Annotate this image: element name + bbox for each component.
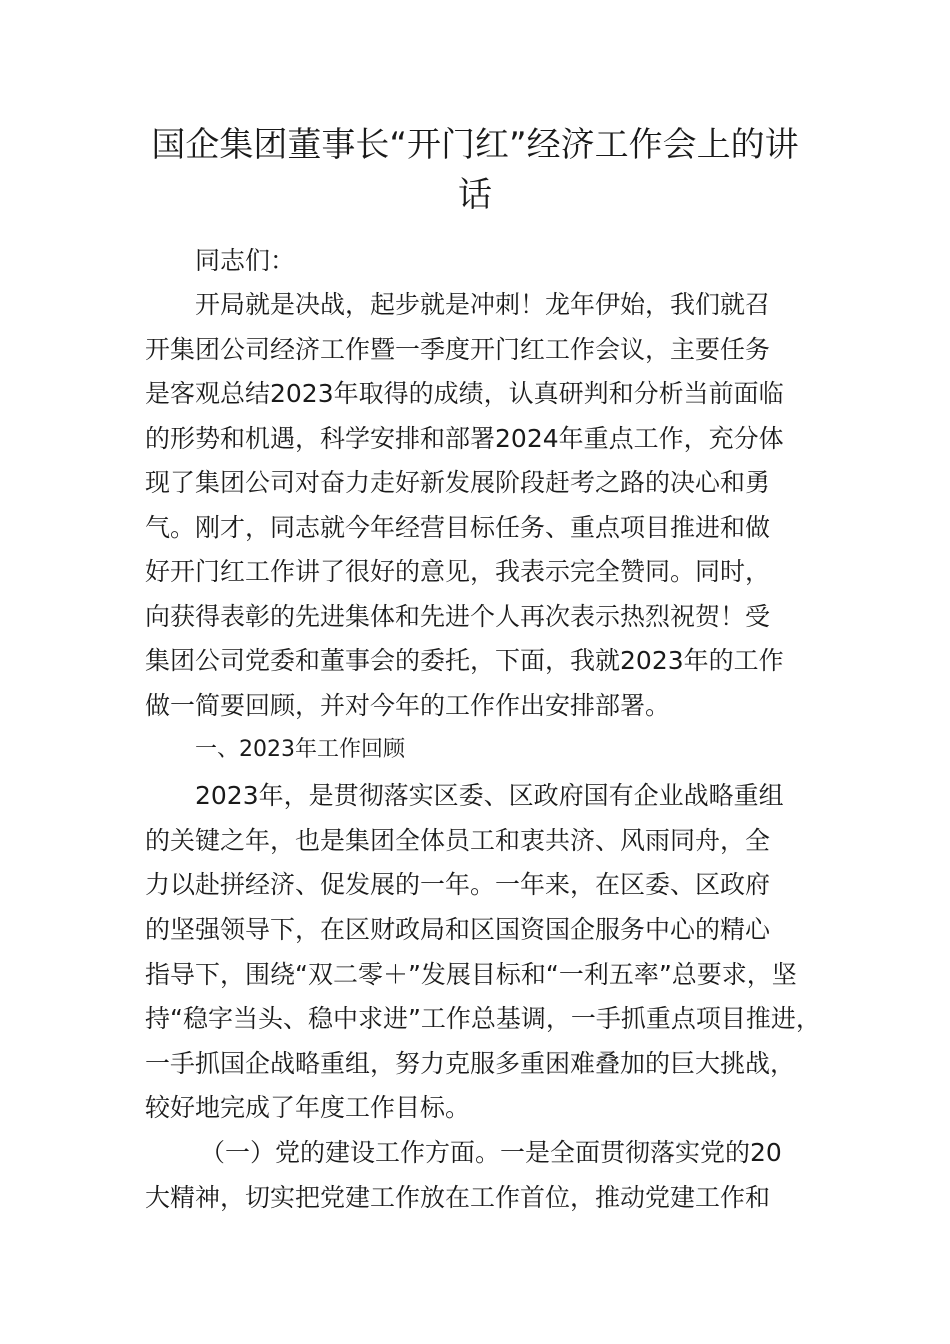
- paragraph-line: 开局就是决战，起步就是冲刺！龙年伊始，我们就召: [195, 290, 771, 319]
- salutation: 同志们：: [195, 246, 296, 275]
- paragraph-line: 2023年，是贯彻落实区委、区政府国有企业战略重组: [195, 781, 784, 810]
- paragraph-line: 现了集团公司对奋力走好新发展阶段赶考之路的决心和勇: [145, 468, 771, 497]
- document-title: [100, 120, 850, 220]
- paragraph-line: 的关键之年，也是集团全体员工和衷共济、风雨同舟，全: [145, 826, 771, 855]
- paragraph-line: 指导下，围绕“双二零＋”发展目标和“一利五率”总要求，坚: [145, 960, 797, 989]
- title-line-1: 国企集团董事长“开门红”经济工作会上的讲: [151, 125, 799, 165]
- paragraph-line: 持“稳字当头、稳中求进”工作总基调，一手抓重点项目推进，: [145, 1004, 821, 1033]
- paragraph-line: 的坚强领导下，在区财政局和区国资国企服务中心的精心: [145, 915, 771, 944]
- subsection-line: （一）党的建设工作方面。一是全面贯彻落实党的20: [200, 1138, 782, 1167]
- section-heading: 一、2023年工作回顾: [195, 737, 405, 762]
- paragraph-line: 做一简要回顾，并对今年的工作作出安排部署。: [145, 691, 671, 720]
- paragraph-line: 力以赴拼经济、促发展的一年。一年来，在区委、区政府: [145, 870, 771, 899]
- paragraph-line: 好开门红工作讲了很好的意见，我表示完全赞同。同时，: [145, 557, 771, 586]
- paragraph-line: 大精神，切实把党建工作放在工作首位，推动党建工作和: [145, 1183, 771, 1212]
- paragraph-line: 向获得表彰的先进集体和先进个人再次表示热烈祝贺！受: [145, 602, 771, 631]
- paragraph-line: 气。刚才，同志就今年经营目标任务、重点项目推进和做: [145, 513, 771, 542]
- paragraph-line: 较好地完成了年度工作目标。: [145, 1093, 471, 1122]
- paragraph-line: 的形势和机遇，科学安排和部署2024年重点工作，充分体: [145, 424, 784, 453]
- paragraph-line: 集团公司党委和董事会的委托，下面，我就2023年的工作: [145, 646, 784, 675]
- paragraph-line: 一手抓国企战略重组，努力克服多重困难叠加的巨大挑战，: [145, 1049, 796, 1078]
- paragraph-line: 是客观总结2023年取得的成绩，认真研判和分析当前面临: [145, 379, 784, 408]
- paragraph-line: 开集团公司经济工作暨一季度开门红工作会议，主要任务: [145, 335, 771, 364]
- title-line-2: 话: [458, 175, 492, 215]
